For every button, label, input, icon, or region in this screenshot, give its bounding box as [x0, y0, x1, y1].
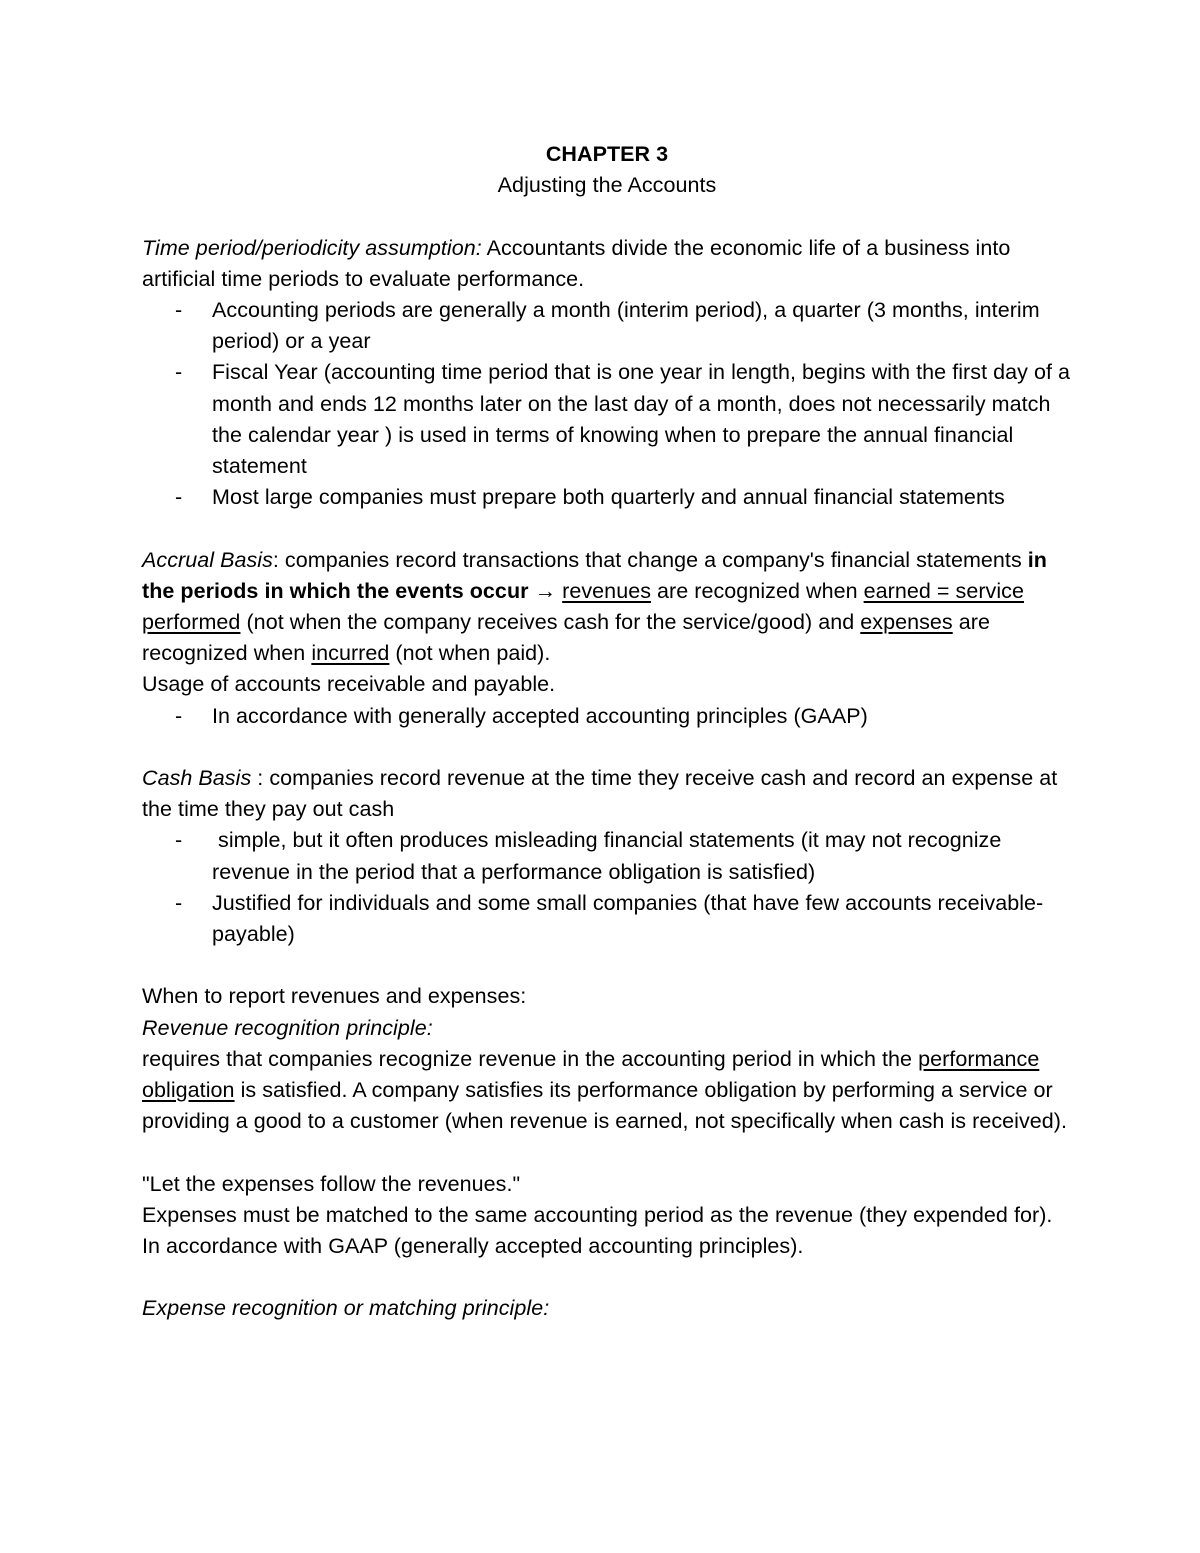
- list-item: - Justified for individuals and some small companies (that have few accounts receivable-payable): [142, 888, 1072, 950]
- spacer: [142, 201, 1072, 232]
- cash-list: [142, 825, 1072, 950]
- spacer: [142, 513, 1072, 544]
- accrual-usage: Usage of accounts receivable and payable.: [142, 672, 556, 697]
- spacer: [142, 950, 1072, 981]
- incurred-underlined: incurred: [311, 641, 390, 666]
- when-report-heading: When to report revenues and expenses:: [142, 984, 527, 1009]
- expenses-paragraph: Expenses must be matched to the same accounting period as the revenue (they expended for). In accordance with GAAP (generally accepted accounting principles).: [142, 1202, 1053, 1259]
- list-item: - Fiscal Year (accounting time period that is one year in length, begins with the first day of a month and ends 12 months later on the last day of a month, does not necessarily match the calendar year ) is used in terms of knowing when to prepare the annual financial statement: [142, 357, 1072, 482]
- revenue-text: requires that companies recognize revenue in the accounting period in which the: [142, 1046, 919, 1071]
- revenues-underlined: revenues: [562, 578, 652, 603]
- list-item: - Most large companies must prepare both quarterly and annual financial statements: [142, 482, 1072, 513]
- list-item: - simple, but it often produces misleading financial statements (it may not recognize revenue in the period that a performance obligation is satisfied): [142, 825, 1072, 887]
- list-item: - In accordance with generally accepted accounting principles (GAAP): [142, 701, 1072, 732]
- list-item: - Accounting periods are generally a month (interim period), a quarter (3 months, interim period) or a year: [142, 295, 1072, 357]
- revenue-principle-label: Revenue recognition principle:: [142, 1015, 433, 1040]
- arrow-text: →: [528, 578, 563, 603]
- expense-principle-term: [142, 1293, 1072, 1324]
- cash-paragraph: [142, 763, 1072, 825]
- expense-principle-label: Expense recognition or matching principle:: [142, 1296, 550, 1321]
- spacer: [142, 1137, 1072, 1168]
- accrual-term: Accrual Basis: [142, 547, 273, 572]
- cash-text: : companies record revenue at the time they receive cash and record an expense at the time they pay out cash: [142, 766, 1058, 822]
- accrual-text: are recognized when: [651, 578, 864, 603]
- accrual-text: : companies record transactions that change a company's financial statements: [272, 547, 1028, 572]
- revenue-principle-term: [142, 1013, 1072, 1044]
- performance-obligation-underlined: performance obligation: [142, 1046, 1040, 1103]
- spacer: [142, 732, 1072, 763]
- cash-term: Cash Basis: [142, 766, 252, 791]
- time-period-text: Accountants divide the economic life of a business into artificial time periods to evaluate performance.: [142, 235, 1011, 291]
- chapter-title: CHAPTER 3: [545, 142, 669, 166]
- accrual-text: are recognized when: [142, 610, 990, 666]
- accrual-text: (not when the company receives cash for the service/good) and: [240, 610, 861, 635]
- accrual-paragraph: [142, 545, 1072, 670]
- accrual-bold-phrase: in the periods in which the events occur: [142, 547, 1047, 603]
- revenue-principle-paragraph: [142, 1044, 1072, 1138]
- accrual-list: [142, 701, 1072, 732]
- time-period-term: Time period/periodicity assumption:: [142, 235, 482, 260]
- spacer: [142, 1262, 1072, 1293]
- time-period-paragraph: [142, 233, 1072, 295]
- chapter-subtitle: Adjusting the Accounts: [497, 173, 717, 198]
- quote-line: "Let the expenses follow the revenues.": [142, 1171, 521, 1196]
- time-period-list: [142, 295, 1072, 513]
- expenses-underlined: expenses: [860, 610, 953, 635]
- revenue-text: is satisfied. A company satisfies its performance obligation by performing a service or providing a good to a customer (when revenue is earned, not specifically when cash is received).: [142, 1078, 1068, 1134]
- accrual-text: (not when paid).: [389, 641, 551, 666]
- earned-underlined: earned = service performed: [142, 578, 1024, 635]
- document-content: [142, 139, 1072, 1325]
